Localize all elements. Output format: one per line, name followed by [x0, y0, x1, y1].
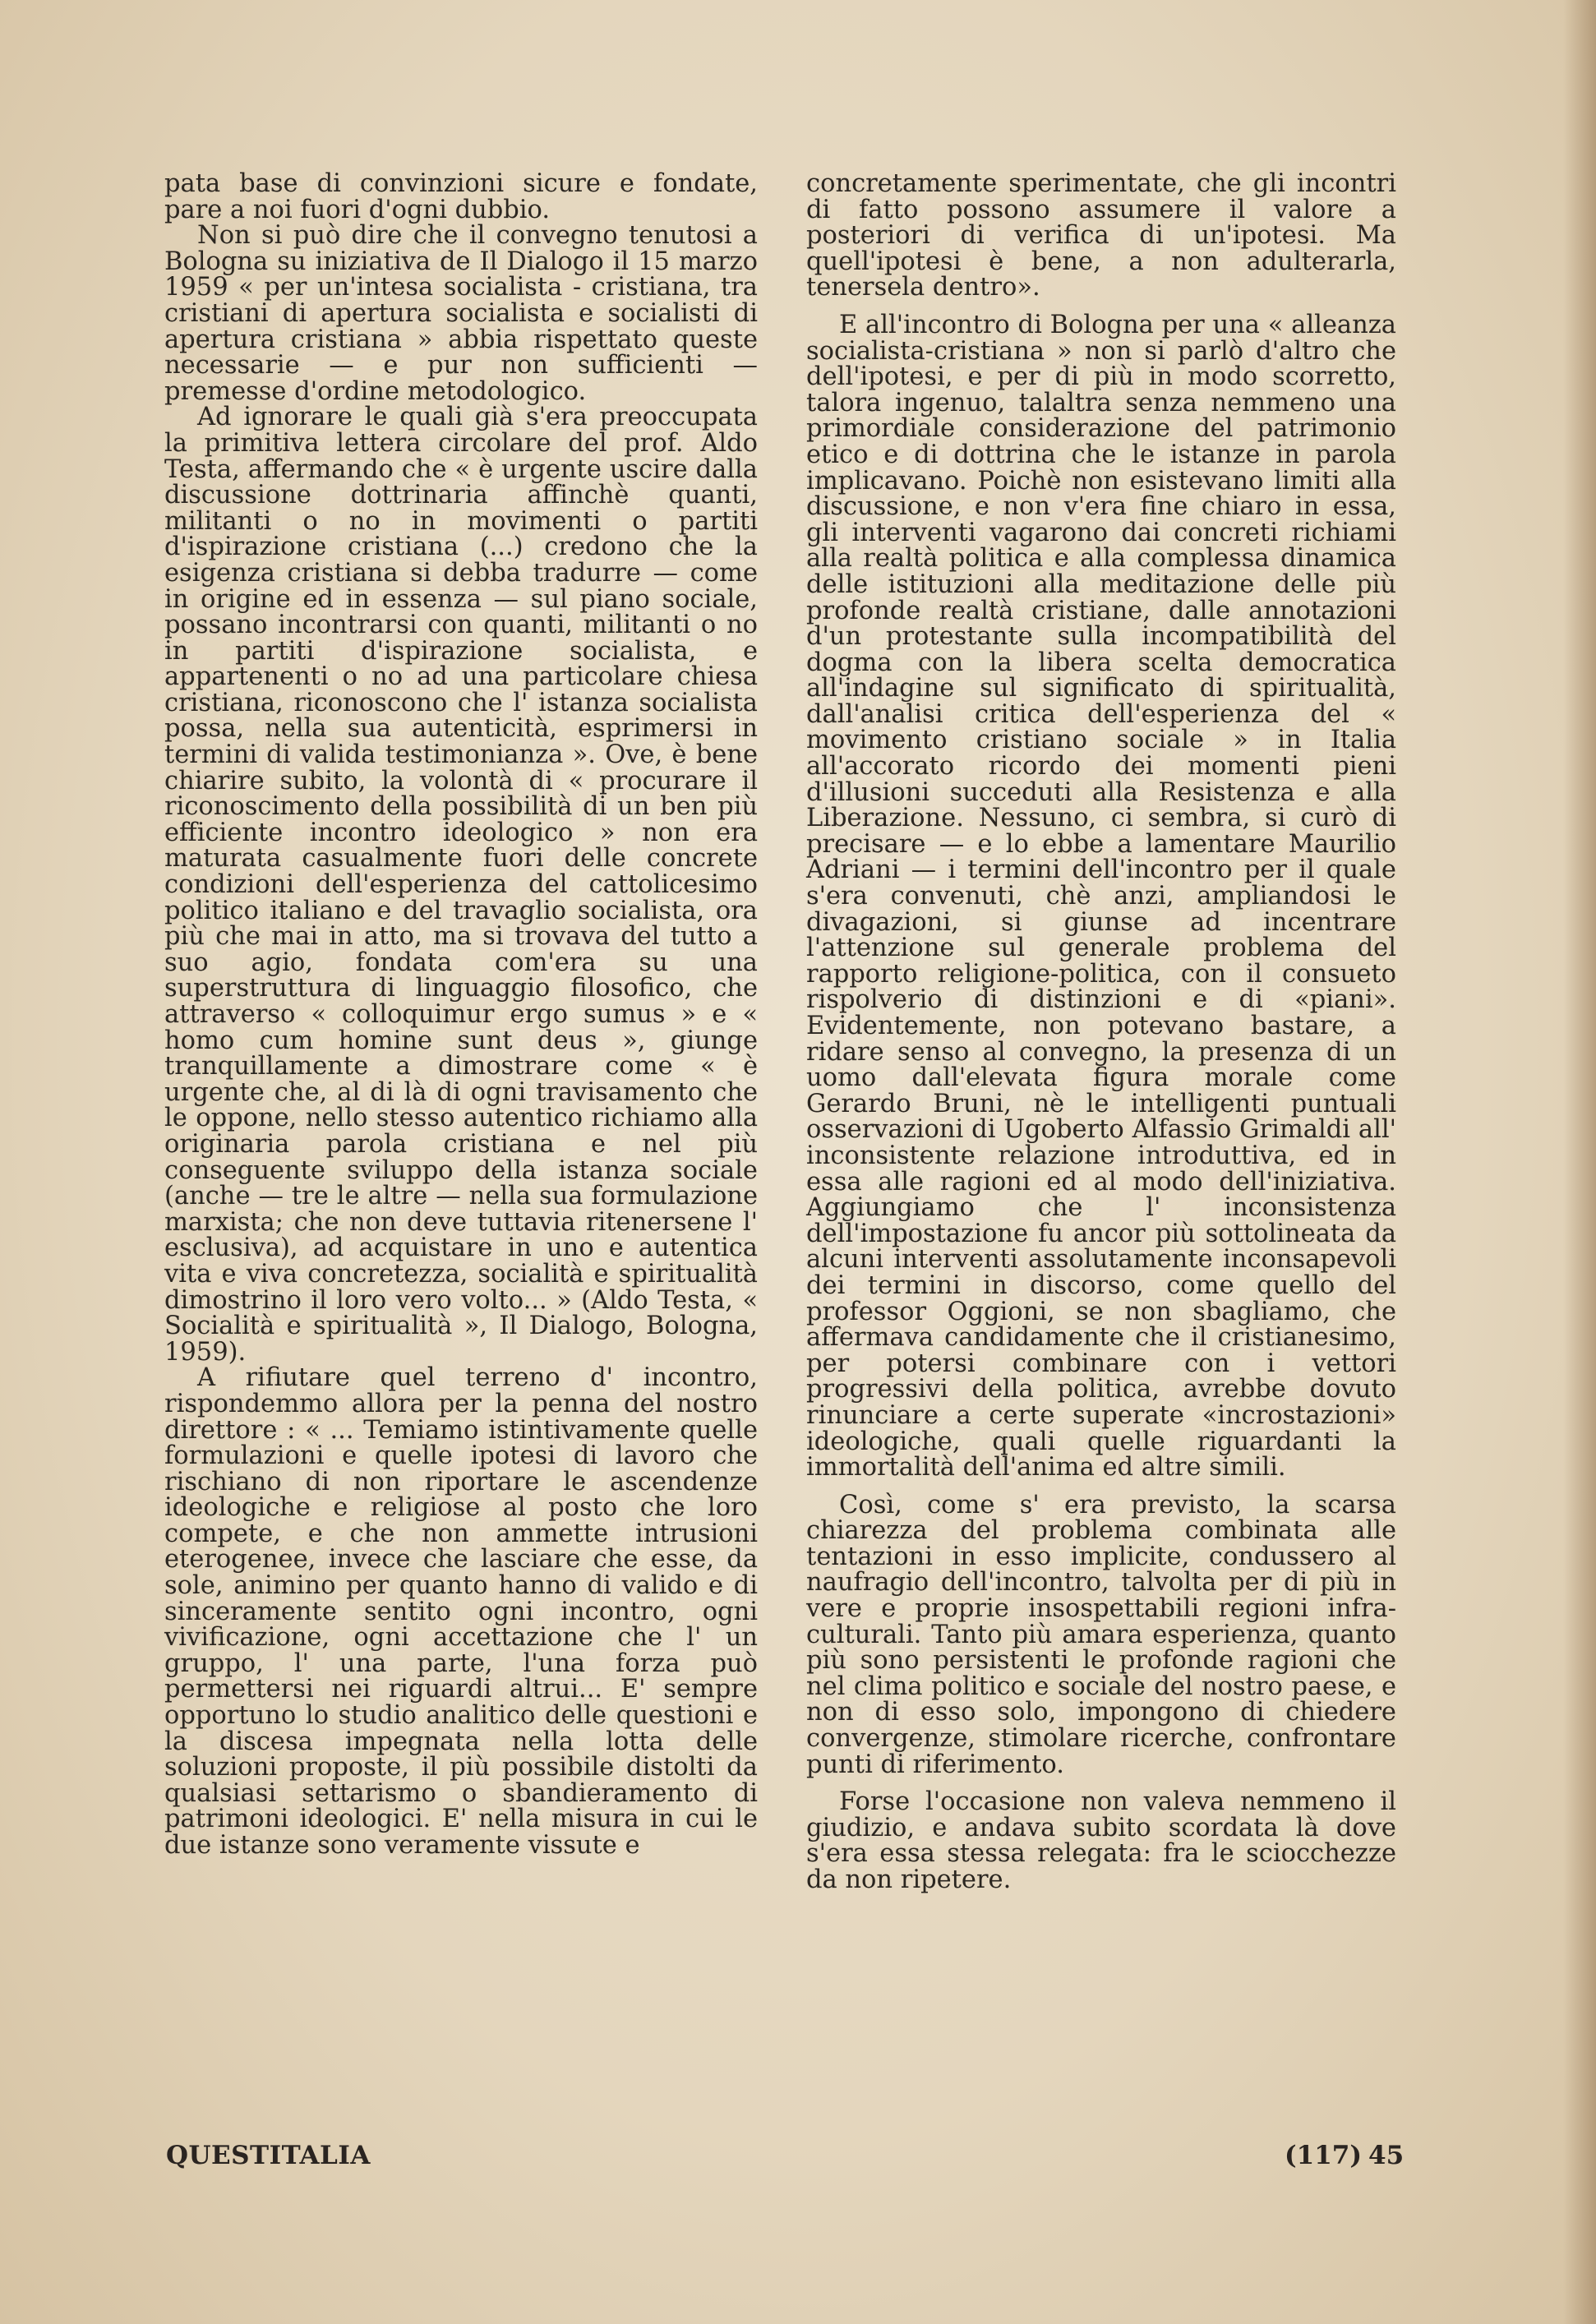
page-number-block: [1285, 2141, 1404, 2170]
paragraph: pata base di convinzioni sicure e fondate, pare a noi fuori d'ogni dubbio.: [164, 169, 758, 224]
magazine-name: QUESTITALIA: [166, 2141, 371, 2170]
paragraph: Così, come s' era previsto, la scarsa chiarezza del problema combinata alle tentazioni in esso implicite, condussero al naufragio dell'incontro, talvolta per di più in vere e proprie insospettabili regioni infra-culturali. Tanto più amara esperienza, quanto più sono persistenti le profonde ragioni che nel clima politico e sociale del nostro paese, e non di esso solo, impongono di chiedere convergenze, stimolare ricerche, confrontare punti di riferimento.: [806, 1490, 1396, 1779]
paragraph: E all'incontro di Bologna per una « alleanza socialista-cristiana » non si parlò d'altro che dell'ipotesi, e per di più in modo scorretto, talora ingenuo, talaltra senza nemmeno una primordiale considerazione del patrimonio etico e di dottrina che le istanze in parola implicavano. Poichè non esistevano limiti alla discussione, e non v'era fine chiaro in essa, gli interventi vagarono dai concreti richiami alla realtà politica e alla complessa dinamica delle istituzioni alla meditazione delle più profonde realtà cristiane, dalle annotazioni d'un protestante sulla incompatibilità del dogma con la libera scelta democratica all'indagine sul significato di spiritualità, dall'analisi critica dell'esperienza del « movimento cristiano sociale » in Italia all'accorato ricordo dei momenti pieni d'illusioni succeduti alla Resistenza e alla Liberazione. Nessuno, ci sembra, si curò di precisare — e lo ebbe a lamentare Maurilio Adriani — i termini dell'incontro per il quale s'era convenuti, chè anzi, ampliandosi le divagazioni, si giunse ad incentrare l'attenzione sul generale problema del rapporto religione-politica, con il consueto rispolverio di distinzioni e di «piani». Evidentemente, non potevano bastare, a ridare senso al convegno, la presenza di un uomo dall'elevata figura morale come Gerardo Bruni, nè le intelligenti puntuali osservazioni di Ugoberto Alfassio Grimaldi all' inconsistente relazione introduttiva, ed in essa alle ragioni ed al modo dell'iniziativa. Aggiungiamo che l' inconsistenza dell'impostazione fu ancor più sottolineata da alcuni interventi assolutamente inconsapevoli dei termini in discorso, come quello del professor Oggioni, se non sbagliamo, che affermava candidamente che il cristianesimo, per potersi combinare con i vettori progressivi della politica, avrebbe dovuto rinunciare a certe superate «incrostazioni» ideologiche, quali quelle riguardanti la immortalità dell'anima ed altre simili.: [806, 310, 1396, 1482]
page-edge-shadow: [1563, 0, 1596, 2324]
paragraph: concretamente sperimentate, che gli incontri di fatto possono assumere il valore a posteriori di verifica di un'ipotesi. Ma quell'ipotesi è bene, a non adulterarla, tenersela dentro».: [806, 169, 1396, 302]
issue-page-number: (117): [1285, 2141, 1363, 2170]
paragraph: Non si può dire che il convegno tenutosi a Bologna su iniziativa de Il Dialogo il 15 marzo 1959 « per un'intesa socialista - cristiana, tra cristiani di apertura socialista e socialisti di apertura cristiana » abbia rispettato queste necessarie — e pur non sufficienti — premesse d'ordine metodologico.: [164, 221, 758, 406]
paragraph: A rifiutare quel terreno d' incontro, rispondemmo allora per la penna del nostro direttore : « ... Temiamo istintivamente quelle formulazioni e quelle ipotesi di lavoro che rischiano di non riportare le ascendenze ideologiche e religiose al posto che loro compete, e che non ammette intrusioni eterogenee, invece che lasciare che esse, da sole, animino per quanto hanno di valido e di sinceramente sentito ogni incontro, ogni vivificazione, ogni accettazione che l' un gruppo, l' una parte, l'una forza può permettersi nei riguardi altrui... E' sempre opportuno lo studio analitico delle questioni e la discesa impegnata nella lotta delle soluzioni proposte, il più possibile distolti da qualsiasi settarismo o sbandieramento di patrimoni ideologici. E' nella misura in cui le due istanze sono veramente vissute e: [164, 1363, 758, 1860]
left-text-column: [164, 171, 758, 1859]
paragraph: Forse l'occasione non valeva nemmeno il giudizio, e andava subito scordata là dove s'era essa stessa relegata: fra le sciocchezze da non ripetere.: [806, 1787, 1396, 1894]
paragraph: Ad ignorare le quali già s'era preoccupata la primitiva lettera circolare del prof. Aldo Testa, affermando che « è urgente uscire dalla discussione dottrinaria affinchè quanti, militanti o no in movimenti o partiti d'ispirazione cristiana (...) credono che la esigenza cristiana si debba tradurre — come in origine ed in essenza — sul piano sociale, possano incontrarsi con quanti, militanti o no in partiti d'ispirazione socialista, e appartenenti o no ad una particolare chiesa cristiana, riconoscono che l' istanza socialista possa, nella sua autenticità, esprimersi in termini di valida testimonianza ». Ove, è bene chiarire subito, la volontà di « procurare il riconoscimento della possibilità di un ben più efficiente incontro ideologico » non era maturata casualmente fuori delle concrete condizioni dell'esperienza del cattolicesimo politico italiano e del travaglio socialista, ora più che mai in atto, ma si trovava del tutto a suo agio, fondata com'era su una superstruttura di linguaggio filosofico, che attraverso « colloquimur ergo sumus » e « homo cum homine sunt deus », giunge tranquillamente a dimostrare come « è urgente che, al di là di ogni travisamento che le oppone, nello stesso autentico richiamo alla originaria parola cristiana e nel più conseguente sviluppo della istanza sociale (anche — tre le altre — nella sua formulazione marxista; che non deve tuttavia ritenersene l' esclusiva), ad acquistare in uno e autentica vita e viva concretezza, socialità e spiritualità dimostrino il loro vero volto... » (Aldo Testa, « Socialità e spiritualità », Il Dialogo, Bologna, 1959).: [164, 403, 758, 1367]
page-number: 45: [1368, 2141, 1405, 2170]
right-text-column: [806, 171, 1396, 1893]
